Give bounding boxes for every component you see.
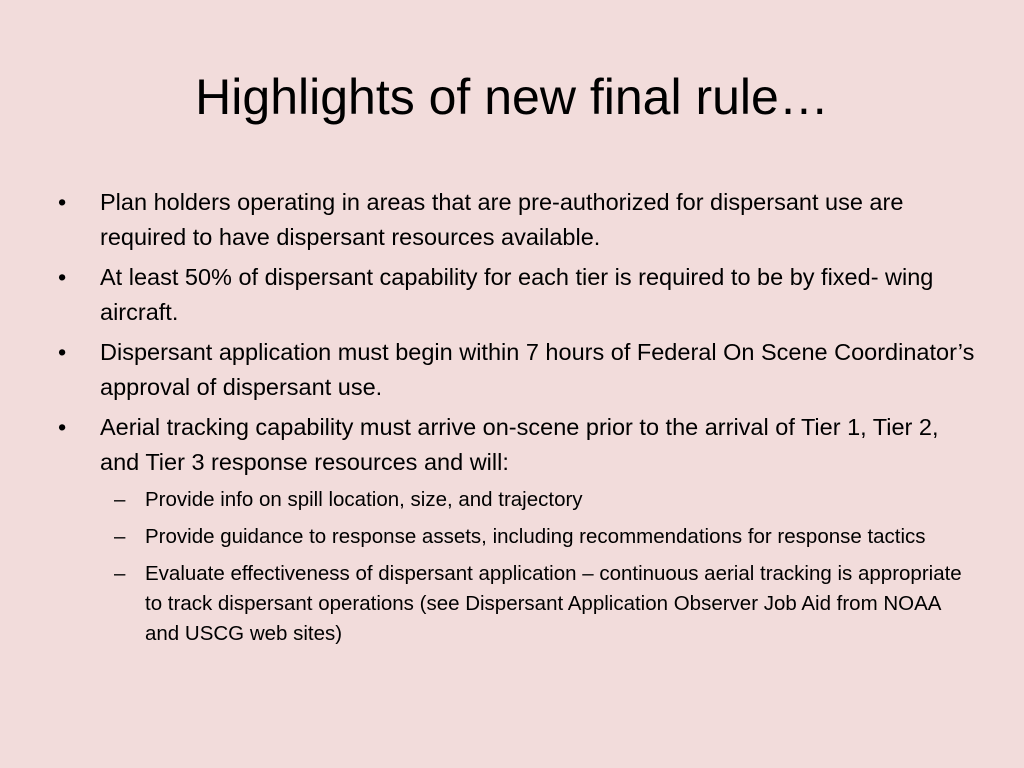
bullet-item: [58, 260, 978, 330]
dash-icon: –: [114, 525, 126, 548]
sub-bullet-text: Provide guidance to response assets, including recommendations for response tactics: [145, 525, 926, 548]
bullet-item: [58, 335, 978, 405]
bullet-item: [58, 185, 978, 255]
dash-icon: –: [114, 562, 126, 585]
bullet-icon: •: [58, 264, 67, 290]
sub-bullet-text: Evaluate effectiveness of dispersant application – continuous aerial tracking is appropriate to track dispersant operations (see Dispersant Application Observer Job Aid from NOAA and USCG web sites): [145, 562, 962, 645]
bullet-list: [58, 185, 978, 656]
sub-bullet-list: [58, 485, 978, 649]
sub-bullet-item: [58, 522, 978, 552]
bullet-text: Plan holders operating in areas that are pre-authorized for dispersant use are required to have dispersant resources available.: [100, 189, 904, 250]
bullet-icon: •: [58, 339, 67, 365]
bullet-icon: •: [58, 414, 67, 440]
sub-bullet-item: [58, 485, 978, 515]
bullet-text: Dispersant application must begin within 7 hours of Federal On Scene Coordinator’s approval of dispersant use.: [100, 339, 975, 400]
dash-icon: –: [114, 488, 126, 511]
bullet-text: At least 50% of dispersant capability for each tier is required to be by fixed- wing aircraft.: [100, 264, 934, 325]
sub-bullet-text: Provide info on spill location, size, and trajectory: [145, 488, 583, 511]
slide-title: Highlights of new final rule…: [195, 69, 829, 125]
bullet-item: [58, 410, 978, 480]
bullet-icon: •: [58, 189, 67, 215]
bullet-text: Aerial tracking capability must arrive on-scene prior to the arrival of Tier 1, Tier 2, and Tier 3 response resources and will:: [100, 414, 939, 475]
sub-bullet-item: [58, 559, 978, 649]
